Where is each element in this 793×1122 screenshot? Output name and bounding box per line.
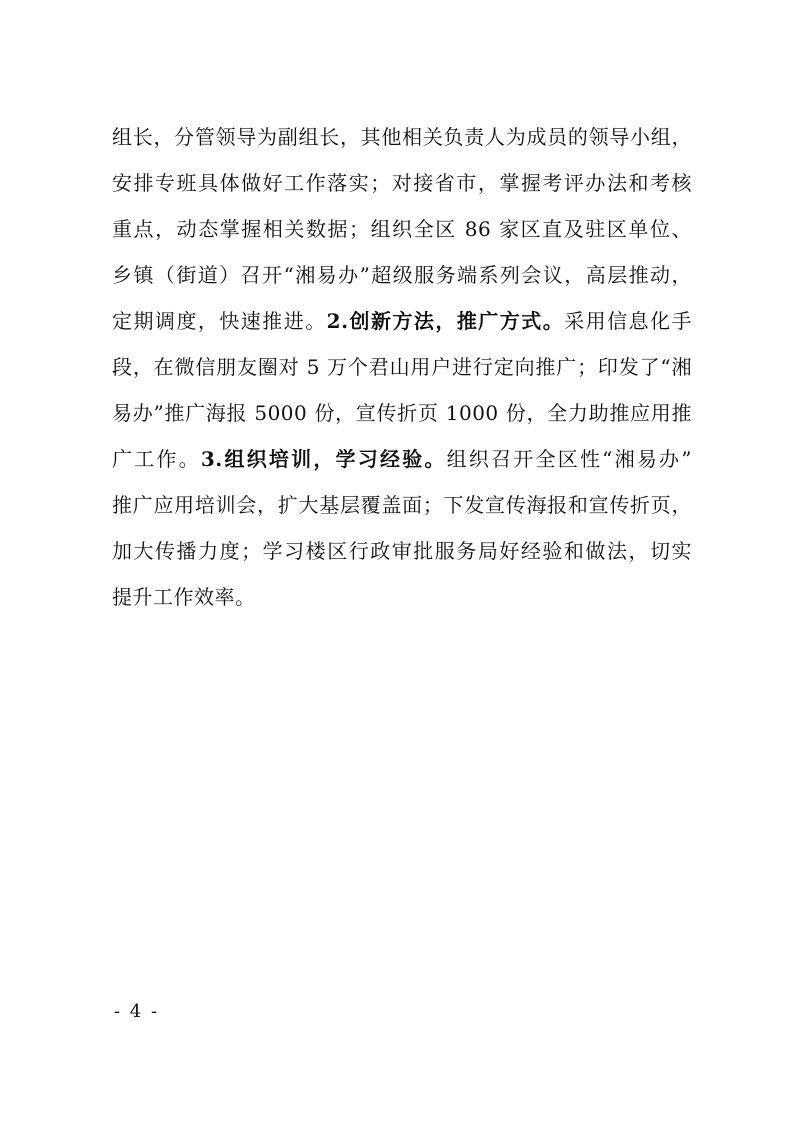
text-line: 推广应用培训会，扩大基层覆盖面；下发宣传海报和宣传折页， [112,493,692,517]
text-run: 定期调度，快速推进。 [112,309,327,333]
text-run: 采用信息化手 [564,309,693,333]
text-run: 广工作。 [112,447,201,471]
text-line: 易办”推广海报 5000 份，宣传折页 1000 份，全力助推应用推 [112,401,692,425]
text-line: 组长，分管领导为副组长，其他相关负责人为成员的领导小组， [112,125,692,149]
text-line: 重点，动态掌握相关数据；组织全区 86 家区直及驻区单位、 [112,217,692,241]
page-number: - 4 - [114,1001,160,1022]
heading-2-innovate-methods: 2.创新方法，推广方式。 [326,309,565,333]
text-line [112,298,692,344]
text-line: 段，在微信朋友圈对 5 万个君山用户进行定向推广；印发了“湘 [112,355,692,379]
text-line: 安排专班具体做好工作落实；对接省市，掌握考评办法和考核 [112,171,692,195]
body-text [112,114,692,620]
text-line [112,436,692,482]
text-line: 加大传播力度；学习楼区行政审批服务局好经验和做法，切实 [112,539,692,563]
heading-3-organize-training: 3.组织培训，学习经验。 [200,447,447,471]
text-line: 乡镇（街道）召开“湘易办”超级服务端系列会议，高层推动， [112,263,692,287]
text-line: 提升工作效率。 [112,585,256,609]
text-run: 组织召开全区性“湘易办” [446,447,692,471]
